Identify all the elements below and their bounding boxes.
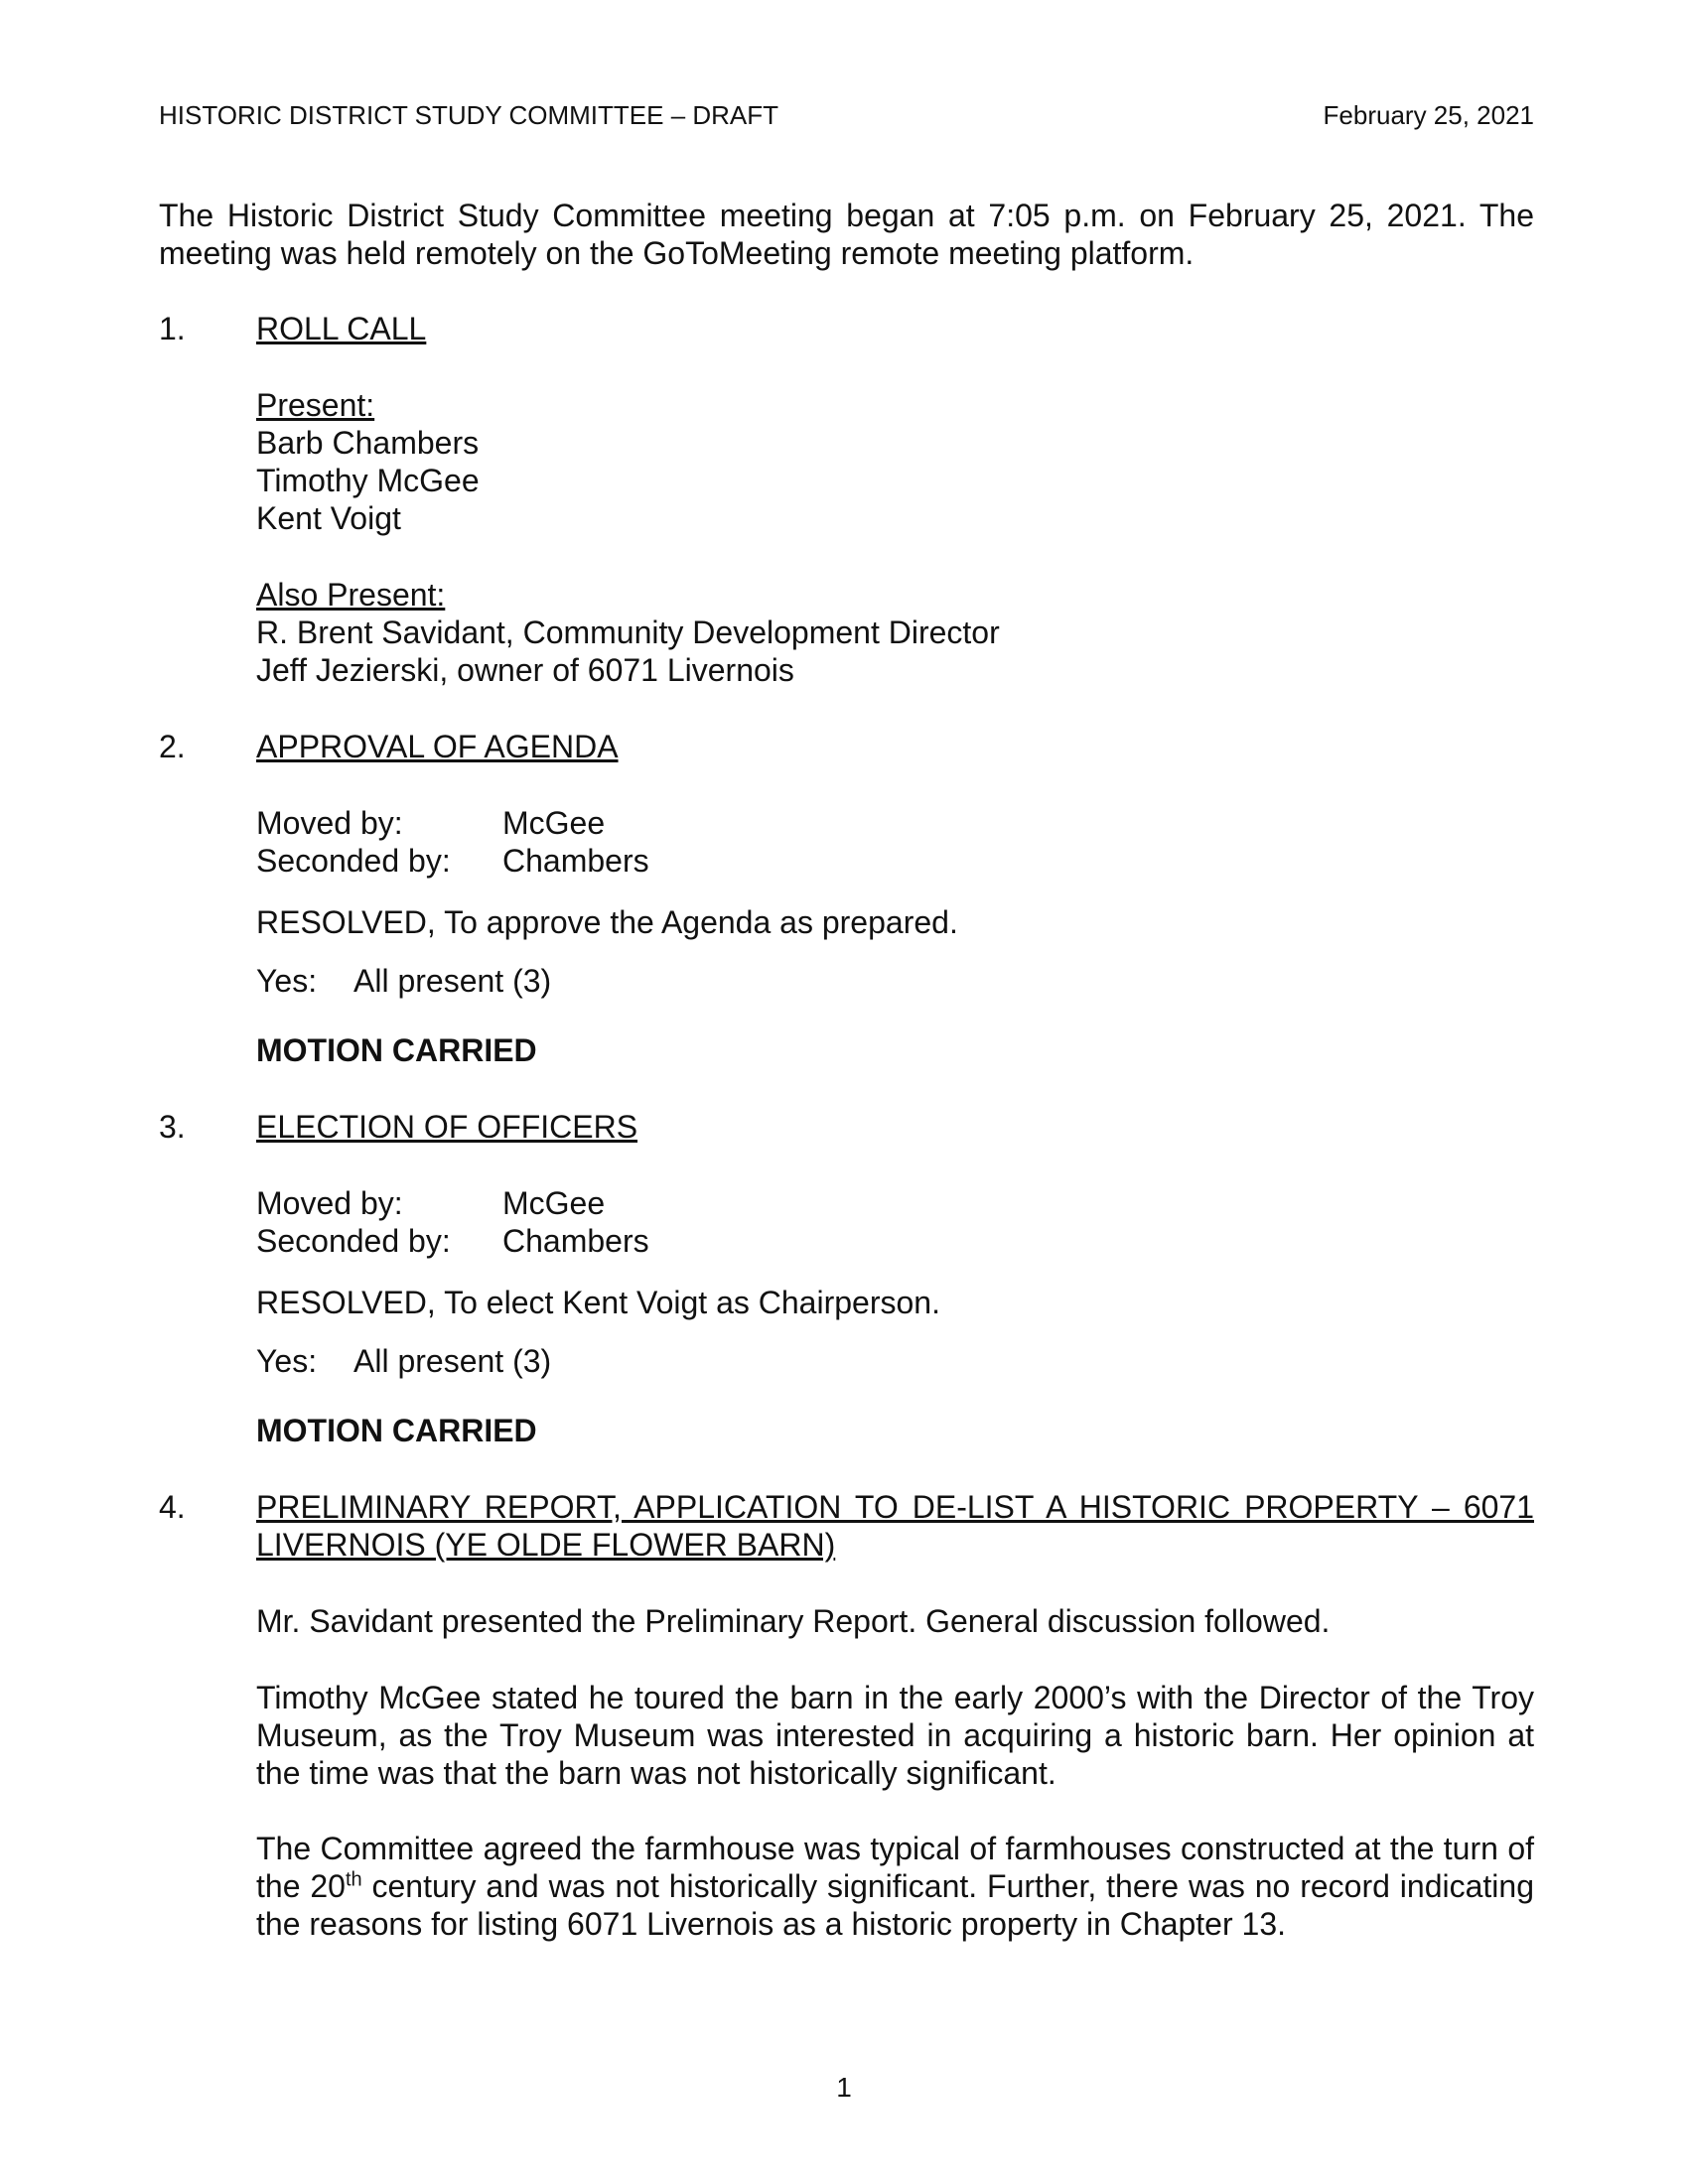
section-1-number: 1.	[159, 311, 186, 346]
page-number: 1	[836, 2072, 852, 2103]
section-2-resolved: RESOLVED, To approve the Agenda as prepared.	[256, 904, 958, 940]
page-header	[159, 99, 1534, 131]
section-2-result: MOTION CARRIED	[256, 1032, 537, 1068]
section-4-paragraph-3	[256, 1830, 1534, 1943]
present-member-2: Timothy McGee	[256, 463, 480, 498]
section-1-title: ROLL CALL	[256, 311, 427, 346]
header-date: February 25, 2021	[1323, 100, 1534, 130]
section-2-seconded-label: Seconded by:	[256, 843, 451, 879]
section-3-resolved: RESOLVED, To elect Kent Voigt as Chairperson.	[256, 1285, 940, 1320]
section-2-yes-value: All present (3)	[353, 963, 552, 999]
ordinal-superscript: th	[345, 1868, 362, 1891]
section-3-moved-value: McGee	[502, 1185, 606, 1221]
section-4-paragraph-1: Mr. Savidant presented the Preliminary Report. General discussion followed.	[256, 1603, 1331, 1639]
present-member-1: Barb Chambers	[256, 425, 480, 461]
section-3-seconded-label: Seconded by:	[256, 1223, 451, 1259]
present-label: Present:	[256, 387, 375, 423]
section-2-title: APPROVAL OF AGENDA	[256, 729, 619, 764]
section-2-yes-label: Yes:	[256, 963, 318, 999]
section-3-yes-label: Yes:	[256, 1343, 318, 1379]
section-2-moved-value: McGee	[502, 805, 606, 841]
section-3-title: ELECTION OF OFFICERS	[256, 1109, 638, 1145]
also-present-1: R. Brent Savidant, Community Development Director	[256, 614, 1000, 650]
section-4-paragraph-3-before: The Committee agreed the farmhouse was typical of farmhouses constructed at the turn of the 20	[256, 1831, 1534, 1904]
present-member-3: Kent Voigt	[256, 500, 401, 536]
section-4-number: 4.	[159, 1489, 186, 1525]
section-4-paragraph-2: Timothy McGee stated he toured the barn in the early 2000’s with the Director of the Troy Museum, as the Troy Museum was interested in acquiring a historic barn. Her opinion at the time was that the barn was not historically significant.	[256, 1680, 1534, 1791]
header-title: HISTORIC DISTRICT STUDY COMMITTEE – DRAFT	[159, 100, 779, 130]
section-2-moved-label: Moved by:	[256, 805, 403, 841]
section-4-title: PRELIMINARY REPORT, APPLICATION TO DE-LIST A HISTORIC PROPERTY – 6071 LIVERNOIS (YE OLDE FLOWER BARN)	[256, 1489, 1534, 1563]
section-3-result: MOTION CARRIED	[256, 1413, 537, 1448]
also-present-label: Also Present:	[256, 577, 446, 613]
section-2-number: 2.	[159, 729, 186, 764]
section-3-yes-value: All present (3)	[353, 1343, 552, 1379]
also-present-2: Jeff Jezierski, owner of 6071 Livernois	[256, 652, 794, 688]
section-3-number: 3.	[159, 1109, 186, 1145]
section-3-moved-label: Moved by:	[256, 1185, 403, 1221]
section-3-seconded-value: Chambers	[502, 1223, 649, 1259]
section-2-seconded-value: Chambers	[502, 843, 649, 879]
intro-paragraph: The Historic District Study Committee meeting began at 7:05 p.m. on February 25, 2021. The meeting was held remotely on the GoToMeeting remote meeting platform.	[159, 198, 1534, 271]
section-4-paragraph-3-after: century and was not historically significant. Further, there was no record indicating the reasons for listing 6071 Livernois as a historic property in Chapter 13.	[256, 1868, 1535, 1942]
